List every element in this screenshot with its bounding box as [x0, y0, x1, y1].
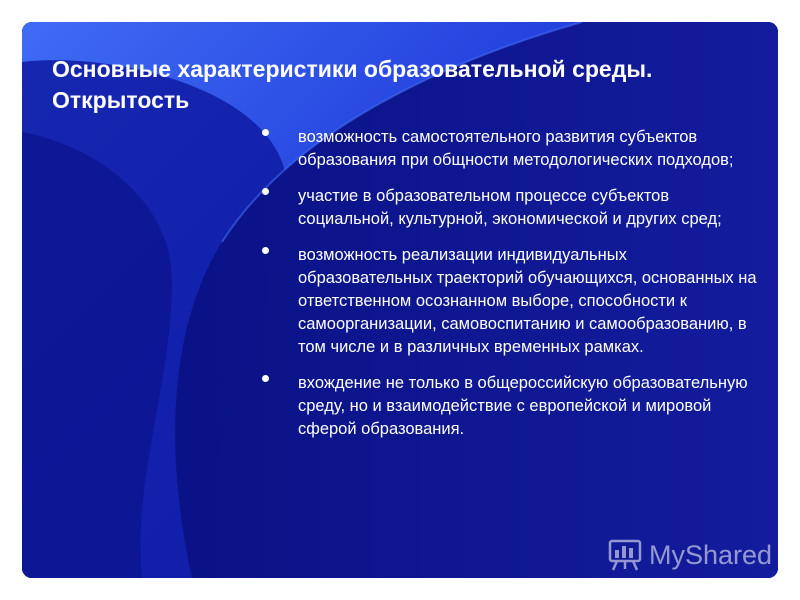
bullet-dot-icon — [262, 375, 269, 382]
bullet-dot-icon — [262, 188, 269, 195]
bullet-dot-icon — [262, 247, 269, 254]
bullet-text: участие в образовательном процессе субъектов социальной, культурной, экономической и других сред; — [298, 187, 722, 228]
myshared-logo-icon — [607, 538, 643, 572]
bullet-item — [262, 244, 762, 359]
bullet-item — [262, 185, 762, 231]
slide-title-line-2: Открытость — [52, 87, 190, 113]
slide-title — [52, 54, 772, 116]
bullet-list — [262, 126, 762, 454]
slide-title-line-1: Основные характеристики образовательной среды. — [52, 56, 653, 82]
bullet-text: возможность самостоятельного развития субъектов образования при общности методологических подходов; — [298, 128, 734, 169]
bullet-item — [262, 126, 762, 172]
watermark-text: MyShared — [649, 539, 773, 570]
bullet-text: возможность реализации индивидуальных образовательных траекторий обучающихся, основанных на ответственном осознанном выборе, способности к самоорганизации, самовоспитанию и самообразованию, в том числе и в различных временных рамках. — [298, 246, 757, 356]
presentation-slide — [22, 22, 778, 578]
bullet-dot-icon — [262, 129, 269, 136]
myshared-watermark — [607, 538, 772, 572]
bullet-item — [262, 372, 762, 441]
bullet-text: вхождение не только в общероссийскую образовательную среду, но и взаимодействие с европейской и мировой сферой образования. — [298, 374, 748, 438]
